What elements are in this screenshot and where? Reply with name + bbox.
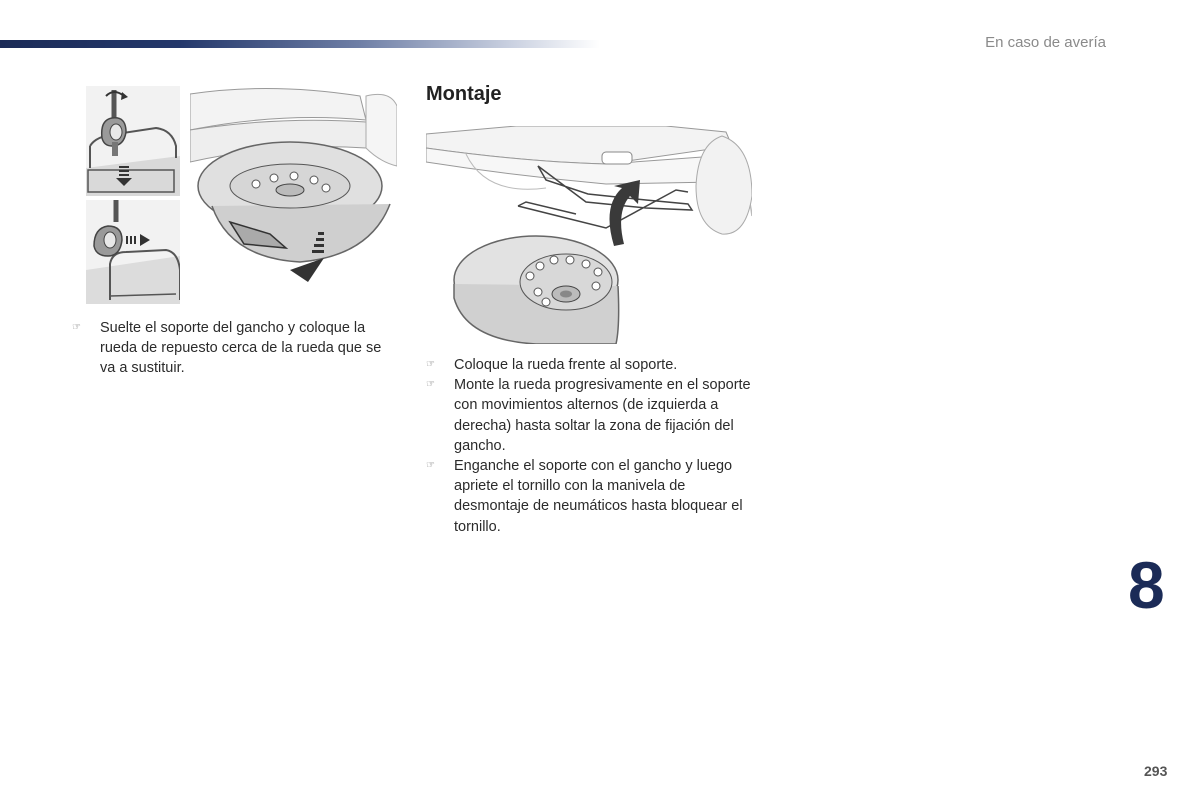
- page-number: 293: [1144, 763, 1168, 779]
- step-text: Suelte el soporte del gancho y coloque la rueda de repuesto cerca de la rueda que se va a sustituir.: [100, 320, 382, 377]
- chapter-number: 8: [1128, 548, 1165, 622]
- pointing-hand-icon: ☞: [426, 359, 435, 370]
- step-text: Coloque la rueda frente al soporte.: [454, 357, 678, 373]
- right-instruction-list: [426, 355, 752, 537]
- header-accent-bar: [0, 40, 600, 48]
- pointing-hand-icon: ☞: [426, 460, 435, 472]
- pointing-hand-icon: ☞: [72, 322, 81, 333]
- spare-wheel-under-car-illustration: [190, 86, 397, 286]
- list-item: [72, 318, 392, 379]
- hook-detach-illustration: [86, 200, 180, 304]
- step-text: Enganche el soporte con el gancho y luego apriete el tornillo con la manivela de desmontaje de neumáticos hasta bloquear el tornillo.: [454, 458, 743, 535]
- section-title: En caso de avería: [985, 34, 1106, 51]
- pointing-hand-icon: ☞: [426, 379, 435, 391]
- left-instruction-list: [72, 318, 392, 379]
- list-item: [426, 456, 752, 537]
- step-text: Monte la rueda progresivamente en el soporte con movimientos alternos (de izquierda a derecha) hasta soltar la zona de fijación del gancho.: [454, 377, 751, 454]
- list-item: [426, 375, 752, 456]
- section-heading-montaje: Montaje: [426, 83, 502, 105]
- list-item: [426, 355, 752, 375]
- wheel-mounting-illustration: [426, 126, 752, 344]
- hook-release-illustration: [86, 86, 180, 196]
